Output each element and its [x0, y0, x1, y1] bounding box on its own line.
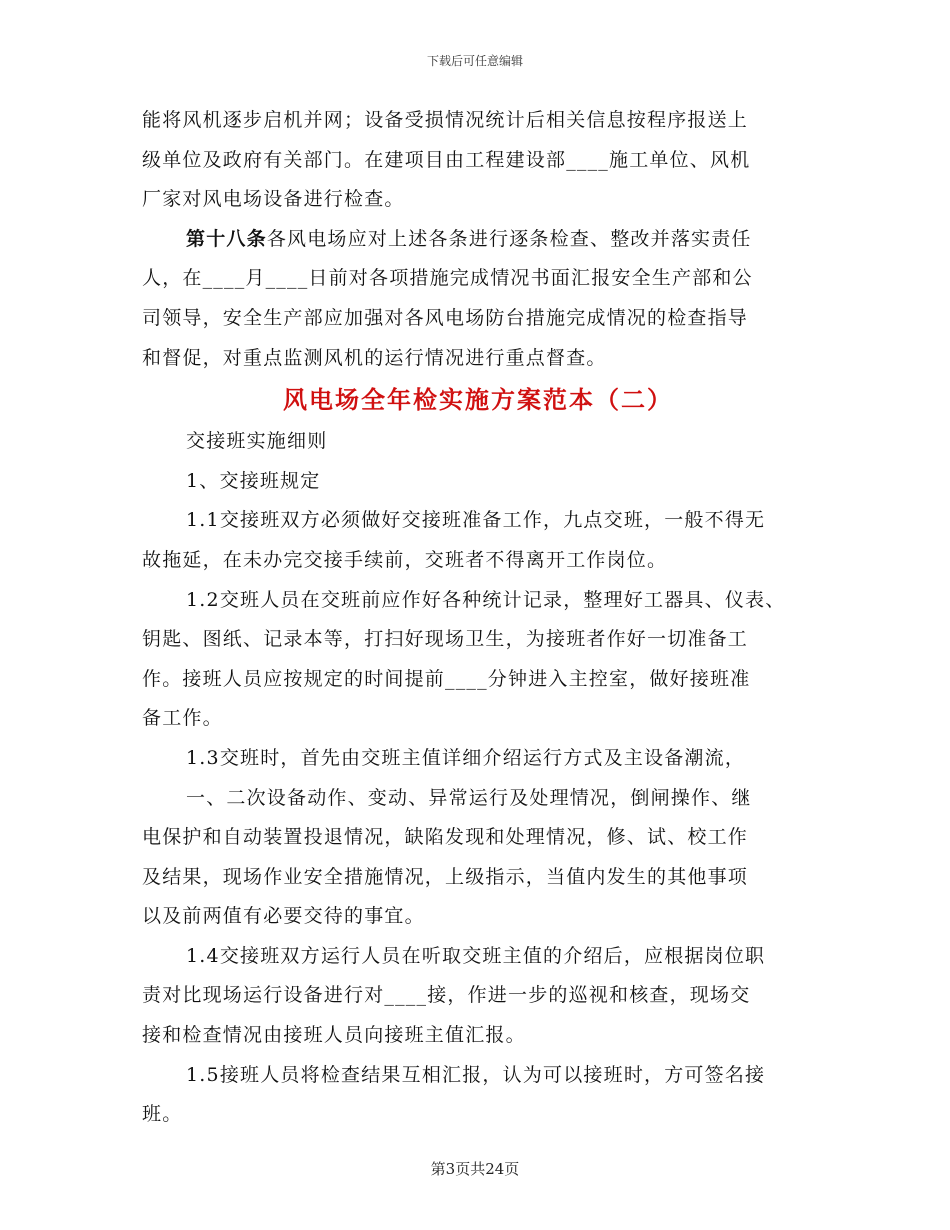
body-line: 1.3交班时，首先由交班主值详细介绍运行方式及主设备潮流，	[186, 746, 746, 769]
article-18-text: 各风电场应对上述各条进行逐条检查、整改并落实责任	[266, 227, 752, 250]
body-line: 1.4交接班双方运行人员在听取交班主值的介绍后，应根据岗位职	[186, 944, 766, 967]
body-line: 1.5接班人员将检查结果互相汇报，认为可以接班时，方可签名接	[186, 1063, 766, 1086]
body-line: 级单位及政府有关部门。在建项目由工程建设部____施工单位、风机	[142, 148, 751, 171]
body-line: 及结果，现场作业安全措施情况，上级指示，当值内发生的其他事项	[142, 865, 749, 888]
body-line: 电保护和自动装置投退情况，缺陷发现和处理情况，修、试、校工作	[142, 826, 749, 849]
body-line: 以及前两值有必要交待的事宜。	[142, 905, 425, 928]
body-line: 1.2交班人员在交班前应作好各种统计记录，整理好工器具、仪表、	[186, 588, 786, 611]
body-line: 备工作。	[142, 707, 223, 730]
subsection-heading: 1、交接班规定	[186, 469, 321, 492]
page-footer: 第3页共24页	[430, 1160, 520, 1178]
article-18-first-line	[142, 220, 814, 260]
body-line: 作。接班人员应按规定的时间提前____分钟进入主控室，做好接班准	[142, 667, 751, 690]
body-line: 司领导，安全生产部应加强对各风电场防台措施完成情况的检查指导	[142, 306, 749, 329]
body-line: 一、二次设备动作、变动、异常运行及处理情况，倒闸操作、继	[186, 786, 752, 809]
body-line: 能将风机逐步启机并网；设备受损情况统计后相关信息按程序报送上	[142, 109, 749, 131]
body-line: 责对比现场运行设备进行对____接，作进一步的巡视和核查，现场交	[142, 984, 751, 1007]
body-line: 钥匙、图纸、记录本等，打扫好现场卫生，为接班者作好一切准备工	[142, 628, 749, 651]
body-line: 和督促，对重点监测风机的运行情况进行重点督查。	[142, 346, 607, 369]
body-line: 故拖延，在未办完交接手续前，交班者不得离开工作岗位。	[142, 548, 668, 571]
body-line: 1.1交接班双方必须做好交接班准备工作，九点交班，一般不得无	[186, 509, 766, 532]
page-header: 下载后可任意编辑	[426, 54, 523, 68]
article-18-label: 第十八条	[186, 227, 267, 250]
body-line: 班。	[142, 1103, 183, 1126]
body-line: 厂家对风电场设备进行检查。	[142, 188, 405, 211]
document-title: 风电场全年检实施方案范本（二）	[283, 385, 673, 415]
document-body	[142, 101, 814, 1135]
body-line: 人，在____月____日前对各项措施完成情况书面汇报安全生产部和公	[142, 267, 753, 290]
body-line: 接和检查情况由接班人员向接班主值汇报。	[142, 1024, 526, 1047]
section-heading: 交接班实施细则	[186, 430, 328, 453]
